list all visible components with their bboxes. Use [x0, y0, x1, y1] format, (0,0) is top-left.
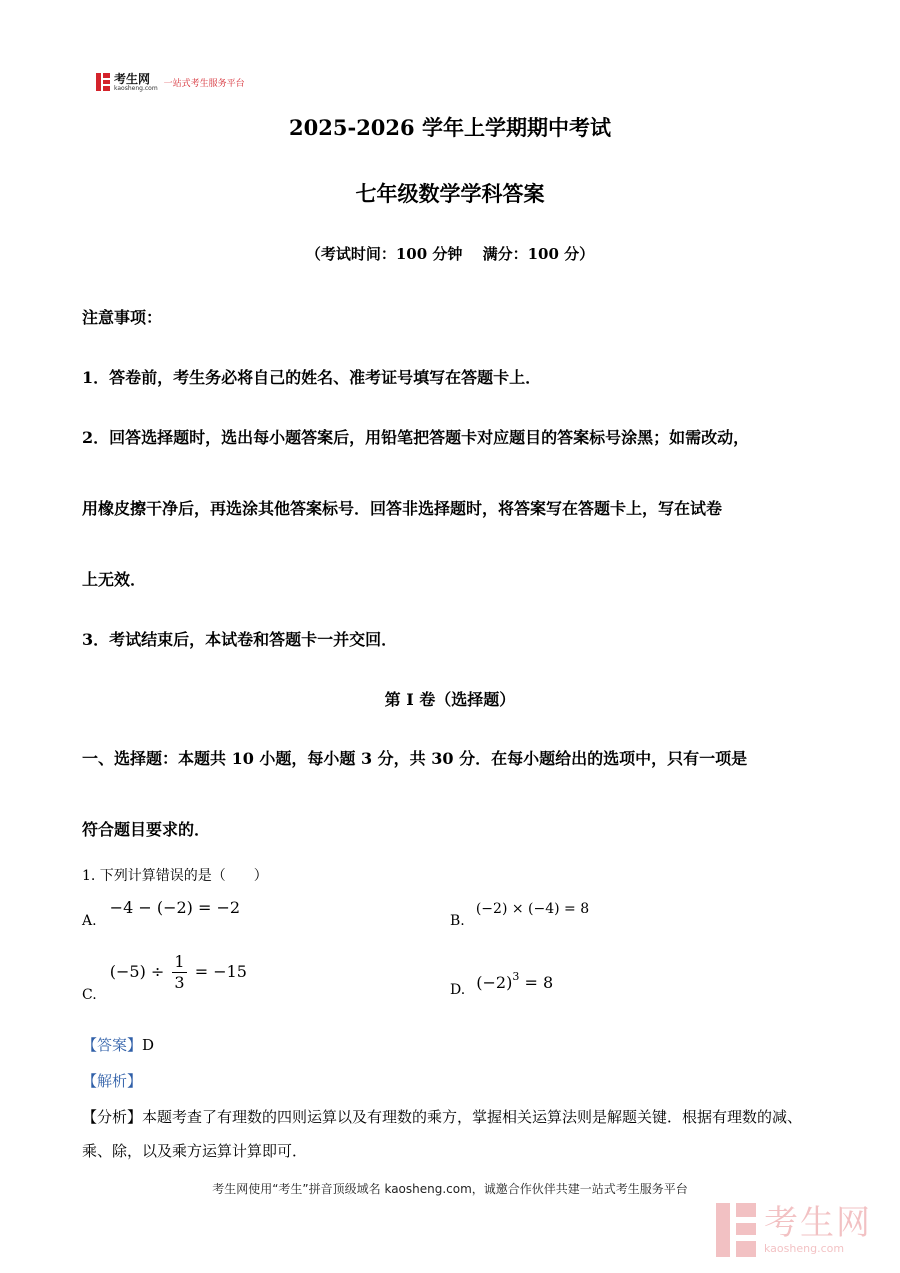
watermark-name: 考生网 — [764, 1203, 872, 1243]
watermark-logo — [716, 1200, 886, 1260]
note-item-2-line-2: 用橡皮擦干净后，再选涂其他答案标号．回答非选择题时，将答案写在答题卡上，写在试卷 — [82, 499, 723, 518]
watermark-domain: kaosheng.com — [764, 1242, 845, 1255]
option-d-expression-right: = 8 — [519, 973, 554, 992]
answer-line — [82, 1034, 154, 1055]
option-c-label: C. — [82, 987, 97, 1003]
analysis-tag: 【解析】 — [82, 1072, 143, 1090]
answer-value: D — [142, 1036, 155, 1054]
option-b-label: B. — [450, 913, 465, 929]
part-heading-line-2: 符合题目要求的． — [82, 820, 211, 839]
notes-heading: 注意事项： — [82, 308, 163, 327]
answer-tag: 【答案】 — [82, 1036, 143, 1054]
option-d-label: D. — [450, 982, 466, 998]
header-logo[interactable] — [96, 70, 245, 94]
analysis-body: 本题考查了有理数的四则运算以及有理数的乘方，掌握相关运算法则是解题关键．根据有理数的减、乘、除，以及乘方运算计算即可． — [82, 1108, 803, 1160]
analysis-text — [82, 1100, 822, 1168]
option-d-base: (−2) — [476, 973, 513, 992]
watermark-mark-icon — [716, 1203, 756, 1257]
option-c-fraction — [172, 952, 186, 993]
option-c-fraction-denominator: 3 — [174, 973, 185, 992]
option-b-expression: (−2) × (−4) = 8 — [475, 901, 590, 917]
volume-heading: 第 I 卷（选择题） — [384, 690, 516, 709]
option-d-exponent: 3 — [512, 970, 520, 983]
footer-text: 考生网使用“考生”拼音顶级域名 kaosheng.com，诚邀合作伙伴共建一站式考生服务平台 — [212, 1182, 688, 1196]
logo-mark-icon — [96, 73, 110, 91]
option-a-label: A. — [82, 913, 97, 929]
option-c-fraction-numerator: 1 — [174, 952, 185, 971]
question-stem: 1. 下列计算错误的是（ ） — [82, 868, 268, 884]
logo-name: 考生网 — [114, 71, 151, 86]
exam-title: 2025-2026 学年上学期期中考试 — [289, 115, 611, 140]
answer-title: 七年级数学学科答案 — [355, 181, 545, 206]
logo-domain: kaosheng.com — [114, 84, 158, 92]
option-c-expression-left: (−5) ÷ — [109, 962, 165, 981]
option-d — [450, 970, 554, 998]
note-item-2-line-3: 上无效． — [82, 570, 147, 589]
note-item-3: 3．考试结束后，本试卷和答题卡一并交回． — [82, 630, 398, 649]
option-c — [82, 952, 247, 1003]
part-heading-line-1: 一、选择题：本题共 10 小题，每小题 3 分，共 30 分．在每小题给出的选项中，只有一项是 — [82, 749, 748, 768]
option-a — [82, 898, 241, 929]
analysis-prefix: 【分析】 — [82, 1108, 143, 1126]
option-a-expression: −4 − (−2) = −2 — [109, 898, 241, 917]
note-item-2-line-1: 2．回答选择题时，选出每小题答案后，用铅笔把答题卡对应题目的答案标号涂黑；如需改动， — [82, 428, 750, 447]
logo-slogan: 一站式考生服务平台 — [163, 78, 245, 89]
exam-info: （考试时间：100 分钟 满分：100 分） — [305, 245, 595, 263]
option-c-expression-right: = −15 — [194, 962, 247, 981]
note-item-1: 1．答卷前，考生务必将自己的姓名、准考证号填写在答题卡上． — [82, 368, 542, 387]
option-b — [450, 898, 590, 929]
